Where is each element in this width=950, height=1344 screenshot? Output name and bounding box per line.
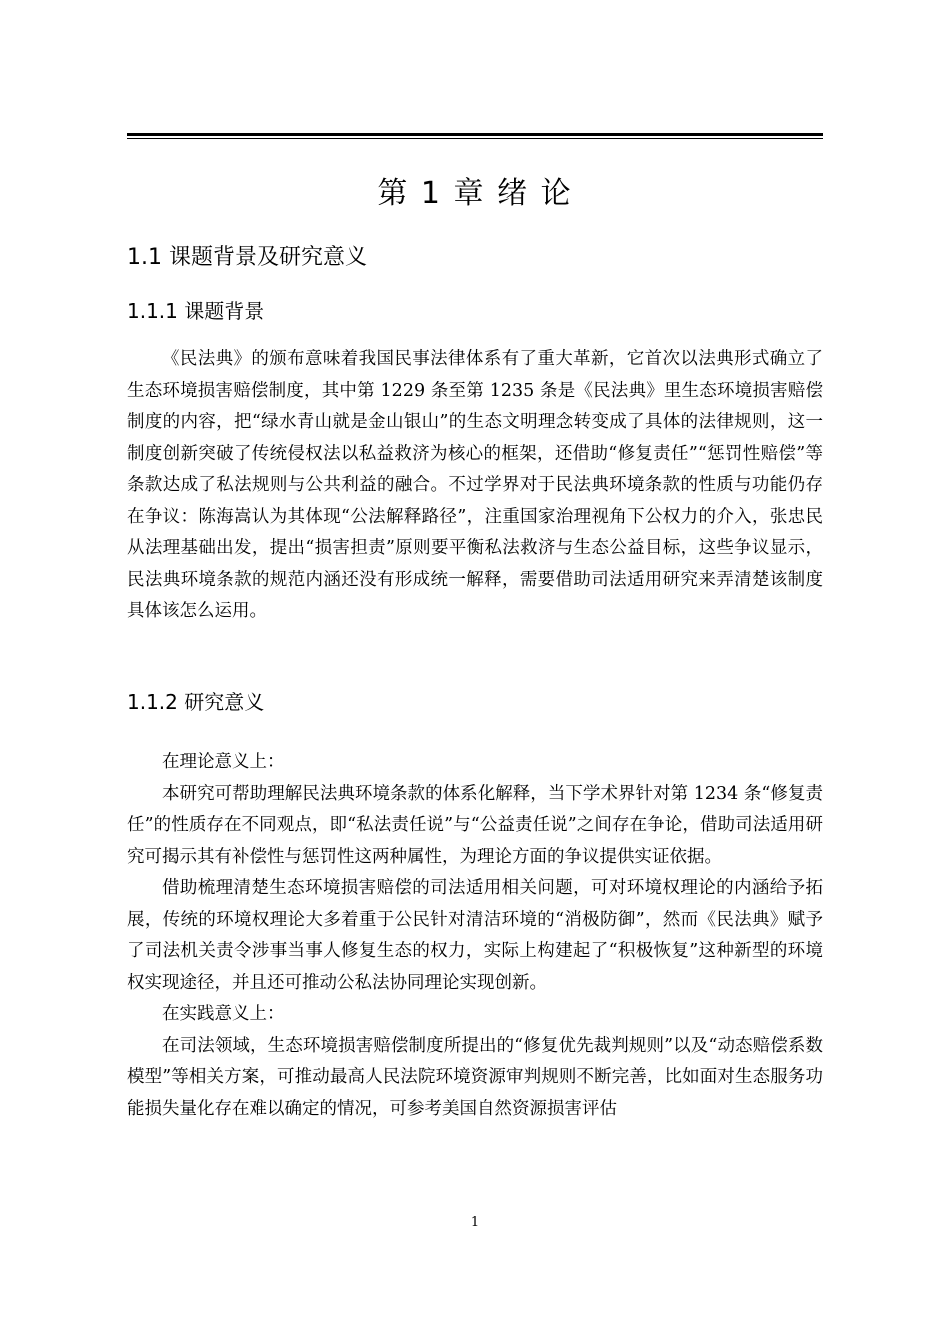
paragraph: 本研究可帮助理解民法典环境条款的体系化解释，当下学术界针对第 1234 条“修复责任”的性质存在不同观点，即“私法责任说”与“公益责任说”之间存在争论，借助司法适用研究可揭示其有补偿性与惩罚性这两种属性，为理论方面的争议提供实证依据。: [127, 783, 823, 867]
subsection-heading-background: 1.1.1 课题背景: [127, 299, 265, 323]
subsection-heading-significance: 1.1.2 研究意义: [127, 690, 265, 714]
header-rule-thin: [127, 138, 823, 139]
paragraph: 在司法领域，生态环境损害赔偿制度所提出的“修复优先裁判规则”以及“动态赔偿系数模型”等相关方案，可推动最高人民法院环境资源审判规则不断完善，比如面对生态服务功能损失量化存在难以确定的情况，可参考美国自然资源损害评估: [127, 1035, 823, 1119]
paragraph: 《民法典》的颁布意味着我国民事法律体系有了重大革新，它首次以法典形式确立了生态环境损害赔偿制度，其中第 1229 条至第 1235 条是《民法典》里生态环境损害赔偿制度的内容，把“绿水青山就是金山银山”的生态文明理念转变成了具体的法律规则，这一制度创新突破了传统侵权法以私益救济为核心的框架，还借助“修复责任”“惩罚性赔偿”等条款达成了私法规则与公共利益的融合。不过学界对于民法典环境条款的性质与功能仍存在争议：陈海嵩认为其体现“公法解释路径”，注重国家治理视角下公权力的介入，张忠民从法理基础出发，提出“损害担责”原则要平衡私法救济与生态公益目标，这些争议显示，民法典环境条款的规范内涵还没有形成统一解释，需要借助司法适用研究来弄清楚该制度具体该怎么运用。: [127, 349, 823, 621]
background-body: [127, 344, 823, 628]
header-rule-thick: [127, 133, 823, 136]
page-number: 1: [470, 1215, 480, 1230]
paragraph: 在理论意义上：: [162, 752, 285, 772]
paragraph: 借助梳理清楚生态环境损害赔偿的司法适用相关问题，可对环境权理论的内涵给予拓展，传统的环境权理论大多着重于公民针对清洁环境的“消极防御”，然而《民法典》赋予了司法机关责令涉事当事人修复生态的权力，实际上构建起了“积极恢复”这种新型的环境权实现途径，并且还可推动公私法协同理论实现创新。: [127, 878, 823, 993]
chapter-title: 第 1 章 绪 论: [377, 176, 573, 211]
significance-body: [127, 747, 823, 1125]
section-heading: 1.1 课题背景及研究意义: [127, 245, 367, 270]
paragraph: 在实践意义上：: [162, 1004, 285, 1024]
